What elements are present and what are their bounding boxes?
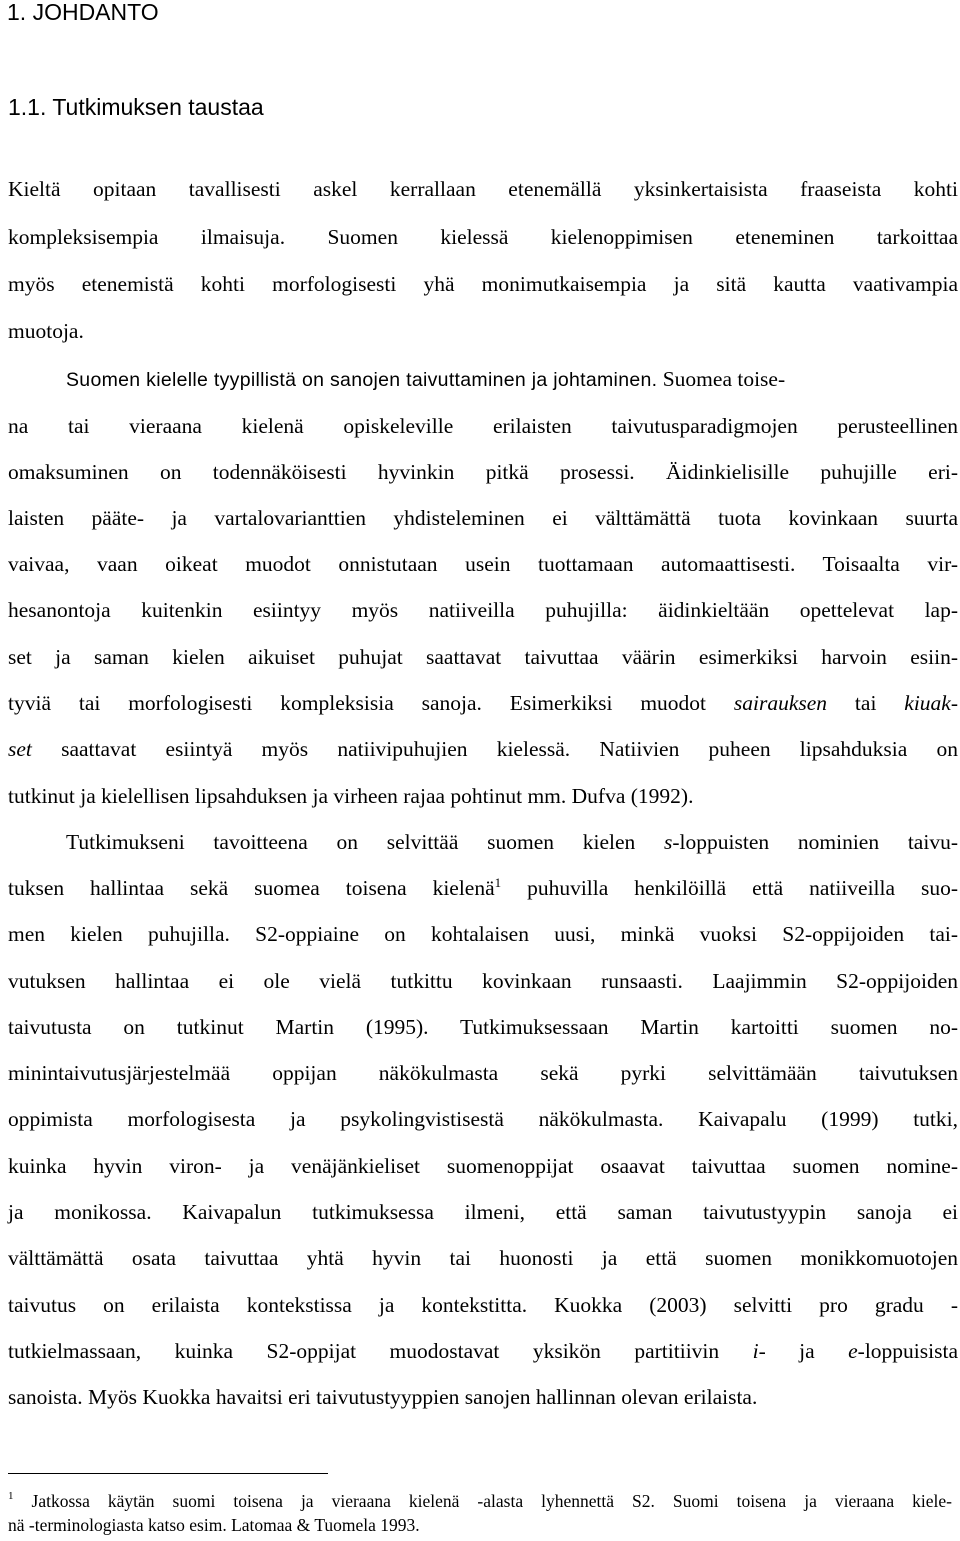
example-word: set <box>8 737 32 761</box>
example-word: kiuak- <box>904 691 958 715</box>
example-letter: s <box>664 830 673 854</box>
text-run: -loppuisista <box>857 1339 958 1363</box>
text-line: kuinka hyvin viron- ja venäjänkieliset suomenoppijat osaavat taivuttaa suomen nomine- <box>8 1154 958 1178</box>
text-run: puhuvilla henkilöillä että natiiveilla suo- <box>501 876 958 900</box>
text-run: tyviä tai morfologisesti kompleksisia sanoja. Esimerkiksi muodot <box>8 691 734 715</box>
text-line: ja monikossa. Kaivapalun tutkimuksessa ilmeni, että saman taivutustyypin sanoja ei <box>8 1200 958 1224</box>
text-line <box>8 688 958 718</box>
text-line: set ja saman kielen aikuiset puhujat saattavat taivuttaa väärin esimerkiksi harvoin esiin- <box>8 645 958 669</box>
text-line: vutuksen hallintaa ei ole vielä tutkittu kovinkaan runsaasti. Laajimmin S2-oppijoiden <box>8 969 958 993</box>
text-run: - ja <box>758 1339 849 1363</box>
text-line: tutkinut ja kielellisen lipsahduksen ja virheen rajaa pohtinut mm. Dufva (1992). <box>8 784 694 808</box>
text-run: tutkielmassaan, kuinka S2-oppijat muodostavat yksikön partitiivin <box>8 1339 753 1363</box>
text-line: men kielen puhujilla. S2-oppiaine on kohtalaisen uusi, minkä vuoksi S2-oppijoiden tai- <box>8 922 958 946</box>
footnote-text: Jatkossa käytän suomi toisena ja vieraana kielenä -alasta lyhennettä S2. Suomi toisena ja vieraana kiele- <box>13 1491 952 1511</box>
sans-sentence: Suomen kielelle tyypillistä on sanojen taivuttaminen ja johtaminen. <box>66 369 658 391</box>
serif-sentence: Suomea toise- <box>662 367 786 391</box>
text-line: muotoja. <box>8 319 84 343</box>
text-line <box>8 734 958 764</box>
footnote-reference[interactable]: 1 <box>494 875 502 890</box>
text-run: tuksen hallintaa sekä suomea toisena kielenä <box>8 876 495 900</box>
text-line: na tai vieraana kielenä opiskeleville erilaisten taivutusparadigmojen perusteellinen <box>8 414 958 438</box>
text-line: taivutusta on tutkinut Martin (1995). Tutkimuksessaan Martin kartoitti suomen no- <box>8 1015 958 1039</box>
text-line: taivutus on erilaista kontekstissa ja kontekstitta. Kuokka (2003) selvitti pro gradu - <box>8 1293 958 1317</box>
chapter-heading: 1. JOHDANTO <box>7 0 159 25</box>
text-line <box>8 1336 958 1366</box>
text-line: oppimista morfologisesta ja psykolingvistisestä näkökulmasta. Kaivapalu (1999) tutki, <box>8 1107 958 1131</box>
text-line: vaivaa, vaan oikeat muodot onnistutaan usein tuottamaan automaattisesti. Toisaalta vir- <box>8 552 958 576</box>
text-run: tai <box>827 691 905 715</box>
text-line <box>8 873 958 903</box>
text-run: saattavat esiintyä myös natiivipuhujien kielessä. Natiivien puheen lipsahduksia on <box>31 737 958 761</box>
footnote-divider <box>8 1473 328 1474</box>
footnote-line: nä -terminologiasta katso esim. Latomaa & Tuomela 1993. <box>8 1515 420 1535</box>
example-letter: i <box>752 1339 759 1363</box>
text-line <box>66 364 958 395</box>
text-line: välttämättä osata taivuttaa yhtä hyvin tai huonosti ja että suomen monikkomuotojen <box>8 1246 958 1270</box>
footnote-line <box>8 1489 952 1513</box>
text-line: omaksuminen on todennäköisesti hyvinkin pitkä prosessi. Äidinkielisille puhujille eri- <box>8 460 958 484</box>
example-letter: e <box>848 1339 858 1363</box>
text-line: hesanontoja kuitenkin esiintyy myös natiiveilla puhujilla: äidinkieltään opettelevat lap- <box>8 598 958 622</box>
text-line: sanoista. Myös Kuokka havaitsi eri taivutustyyppien sanojen hallinnan olevan erilaista. <box>8 1385 758 1409</box>
text-line: myös etenemistä kohti morfologisesti yhä monimutkaisempia ja sitä kautta vaativampia <box>8 272 958 296</box>
text-line: Kieltä opitaan tavallisesti askel kerrallaan etenemällä yksinkertaisista fraaseista kohti <box>8 177 958 201</box>
text-run: -loppuisten nominien taivu- <box>672 830 958 854</box>
text-run: Tutkimukseni tavoitteena on selvittää suomen kielen <box>66 830 665 854</box>
text-line: kompleksisempia ilmaisuja. Suomen kielessä kielenoppimisen eteneminen tarkoittaa <box>8 225 958 249</box>
section-heading: 1.1. Tutkimuksen taustaa <box>8 94 264 120</box>
text-line <box>66 827 958 857</box>
footnote-marker: 1 <box>8 1490 14 1502</box>
example-word: sairauksen <box>733 691 828 715</box>
text-line: minintaivutusjärjestelmää oppijan näkökulmasta sekä pyrki selvittämään taivutuksen <box>8 1061 958 1085</box>
text-line: laisten pääte- ja vartalovarianttien yhdisteleminen ei välttämättä tuota kovinkaan suurta <box>8 506 958 530</box>
